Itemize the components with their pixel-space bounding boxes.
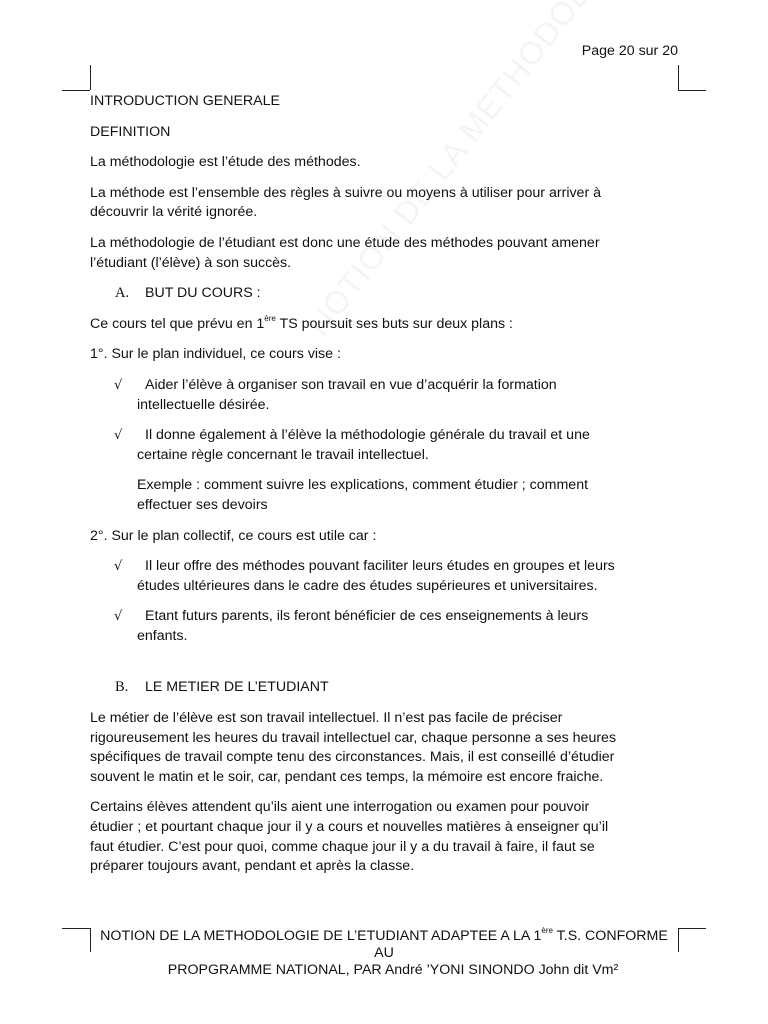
check-mark-icon: √ <box>114 559 123 575</box>
paragraph-b2: Certains élèves attendent qu’ils aient une interrogation ou examen pour pouvoir étudier ; et pourtant chaque jour il y a cours et nouvelles matières à enseigner qu’il faut étudier. C’est pour quoi, comme chaque jour il y a du travail à faire, il faut se préparer toujours avant, pendant et après la classe. <box>90 799 609 875</box>
superscript: ère <box>541 926 553 935</box>
page-footer <box>90 928 678 979</box>
crop-mark-top-right-h <box>678 90 706 91</box>
list-item: √ Il leur offre des méthodes pouvant faciliter leurs études en groupes et leurs études ultérieures dans le cadre des études supérieures et universitaires. <box>114 558 615 594</box>
check-mark-icon: √ <box>114 428 123 444</box>
footer-line-3: PROPGRAMME NATIONAL, PAR André ’YONI SINONDO John dit Vm² <box>167 962 619 978</box>
check-mark-icon: √ <box>114 609 123 625</box>
document-body <box>90 92 680 888</box>
document-title: INTRODUCTION GENERALE <box>90 93 280 109</box>
superscript: ère <box>264 313 276 323</box>
crop-mark-bottom-right-h <box>678 928 706 929</box>
list-item: √ Il donne également à l’élève la méthodologie générale du travail et une certaine règle concernant le travail intellectuel. <box>114 427 590 463</box>
crop-mark-top-left-h <box>62 90 90 91</box>
section-a-heading <box>115 284 680 304</box>
crop-mark-top-left-v <box>90 65 91 90</box>
page-number: Page 20 sur 20 <box>581 43 678 59</box>
section-b-title: LE METIER DE L’ETUDIANT <box>145 679 329 696</box>
section-b-letter: B. <box>115 679 129 696</box>
plan-individual: 1°. Sur le plan individuel, ce cours vise : <box>90 346 341 363</box>
definition-heading: DEFINITION <box>90 123 171 140</box>
list-item: √ Aider l’élève à organiser son travail en vue d’acquérir la formation intellectuelle désirée. <box>114 376 557 413</box>
footer-line-1: NOTION DE LA METHODOLOGIE DE L’ETUDIANT ADAPTEE A LA 1ère T.S. CONFORME <box>100 926 668 944</box>
paragraph-b1: Le métier de l’élève est son travail intellectuel. Il n’est pas facile de préciser rigoureusement les heures du travail intellectuel car, chaque personne a ses heures spécifiques de travail compte tenu des circonstances. Mais, il est conseillé d’étudier souvent le matin et le soir, car, pendant ces temps, la mémoire est encore fraiche. <box>90 710 617 785</box>
check-mark-icon: √ <box>114 377 123 393</box>
section-a-letter: A. <box>115 285 130 302</box>
course-intro: Ce cours tel que prévu en 1ère TS poursuit ses buts sur deux plans : <box>90 313 513 332</box>
crop-mark-bottom-left-h <box>62 928 90 929</box>
list-item: √ Etant futurs parents, ils feront bénéficier de ces enseignements à leurs enfants. <box>114 608 589 644</box>
crop-mark-top-right-v <box>678 65 679 90</box>
definition-paragraph-2: La méthode est l’ensemble des règles à suivre ou moyens à utiliser pour arriver à découvrir la vérité ignorée. <box>90 184 602 221</box>
example-text: Exemple : comment suivre les explications, comment étudier ; comment effectuer ses devoirs <box>137 477 589 513</box>
plan-collective: 2°. Sur le plan collectif, ce cours est utile car : <box>90 527 377 544</box>
crop-mark-bottom-right-v <box>678 928 679 952</box>
definition-paragraph-3: La méthodologie de l’étudiant est donc une étude des méthodes pouvant amener l’étudiant (l’élève) à son succès. <box>90 234 600 271</box>
definition-paragraph-1: La méthodologie est l’étude des méthodes. <box>90 154 361 171</box>
footer-line-2: AU <box>374 945 394 961</box>
section-b-heading <box>115 678 680 698</box>
section-a-title: BUT DU COURS : <box>145 285 261 302</box>
